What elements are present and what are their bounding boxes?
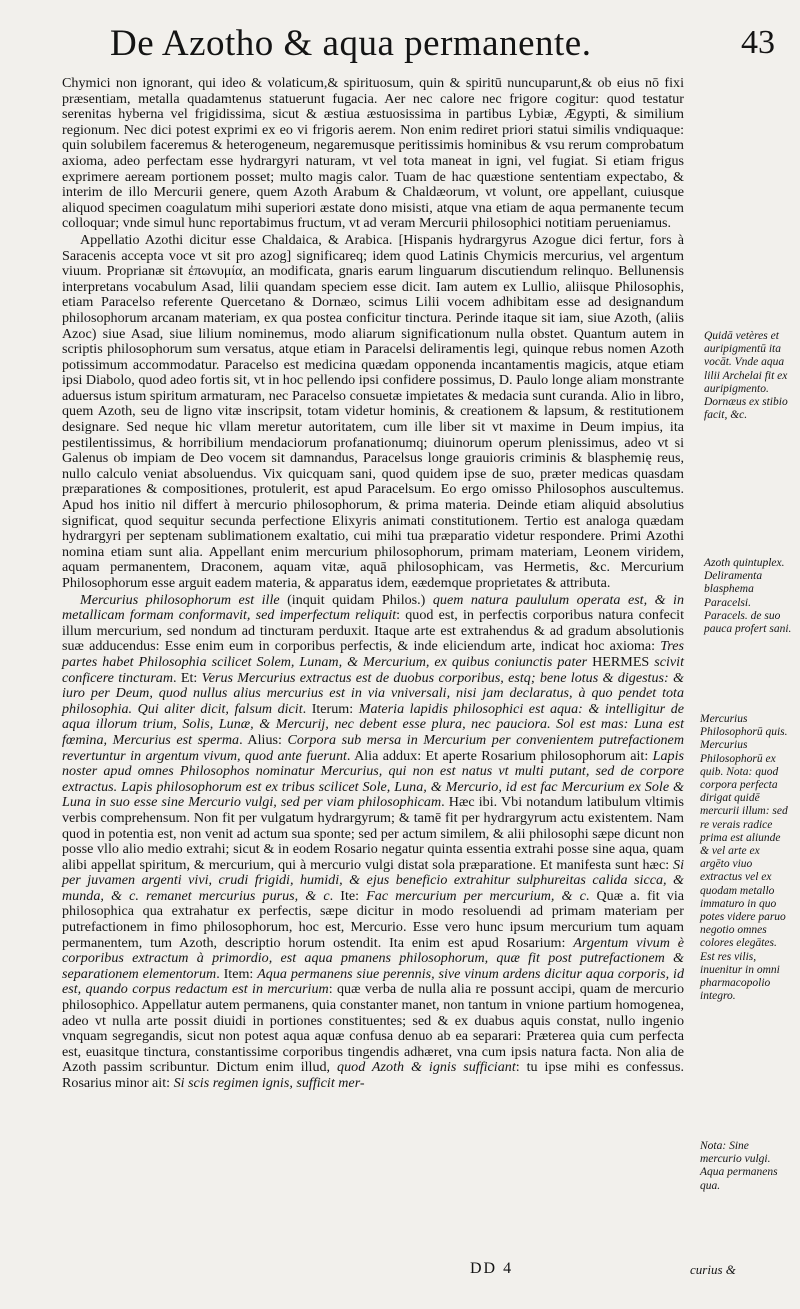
margin-note: Quidā vetères et auripigmentū ita vocāt. Vnde aqua lilii Archelai fit ex auripigmento. Dornæus ex stibio facit, &c. [704,330,788,422]
italic-run: quem natura paululum operata est, & in metallicam formam conformavit, sed imperfectum reliquit [62,591,684,624]
text-run: . Quæ a. fit via philosophica qua extrahatur ex perfectis, sæpe dicitur in modo resoluendi ad primam materiam per putrefactionem in fimo philosophorum, hoc est, Mercurio. Esse vero hunc ipsum mercurium tum aquam permanentem, tum Azoth, descriptio horum ostendit. Ita enim est apud Rosarium: [62,887,685,951]
text-run: : quæ verba de nulla alia re possunt accipi, quam de mercurio philosophico. Appellatur autem permanens, quia constanter manet, non tantum in vnione partium homogenea, adeo vt nulla arte possit diuidi in portiones constituentes; sed & ex duabus aquis constat, nullo ingenio vnquam segregandis, sicut non potest aqua aquæ confusa denuo ab ea separari: Præterea quia cum perfecta est, euasitque tinctura, constantissime corporibus tingendis adhæret, vna cum ipsis natura facta. Non alia de Azoth passim scribuntur. Dictum enim illud, [62,981,684,1076]
italic-run: quod Azoth & ignis sufficiant [337,1059,516,1076]
running-title: De Azotho & aqua permanente. [110,23,592,64]
italic-run: Materia lapidis philosophici est aqua: & intelligitur de aqua illorum trium, Solis, Lunæ, & Mercurij, nec debent esse plura, nec pauciora. Sol est mas: Luna est fœmina, Mercurius est sperma [62,700,684,748]
text-run: : tu ipse mihi es confessus. Rosarius minor ait: [62,1059,684,1091]
margin-note: Azoth quintuplex. Deliramenta blasphema Paracelsi. Paracels. de suo pauca profert sani. [704,557,792,636]
text-run: Appellatio Azothi dicitur esse Chaldaica, & Arabica. [Hispanis hydrargyrus Azogue dici fertur, fors à Saracenis accepta voce vt sit pro azog] significareq; idem quod Latinis Chymicis mercurius, vel argentum viuum. Proprianæ sit ἐπωνυμία, an modificata, gnaris earum linguarum discutiendum relinquo. Bellunensis interpretans vocabulum Asad, lilii quandam speciem esse dicit. Iam autem ex Lullio, aliisque Philosophis, etiam Paracelso referente Quercetano & Dornæo, scimus Lilii vocem adhibitam esse ad designandum philosophorum arcanam materiam, ex qua postea conficitur tinctura. Perinde itaque sit iam, siue Azoth, (aliis Azoc) siue Asad, siue lilium nominemus, modo aliarum significationum nulla obstet. Quantum autem in scriptis philosophorum sum versatus, atque etiam in Paracelsi deliramentis legi, quinque rebus nomen Azoth potissimum accommodatur. Paracelso est medicina quædam opponenda incantamentis magicis, atque etiam ipsi Diabolo, quod adeo fortis sit, vt in hoc pellendo ipsi confidere possimus, D. Paulo longe aliam monstrante aduersus istum spiritum armaturam, nec Paracelso consuetæ impietates & medacia sunt curanda. Alio in libro, quem Azoth, seu de ligno vitæ inscripsit, totam videtur hominis, & creationem & lapsum, & restitutionem designare. Sed neque hic vllam meretur autoritatem, cum ille liber sit vt maxime in Deum impius, ita pestilentissimus, & horribilium mendaciorum profanationumq; diuinorum operum plenissimus, adeo vt si Galenus ob impiam de Deo vocem sit damnandus, Paracelsus longe grauioris criminis & blasphemię reus, nullo calculo veniat absoluendus. Vix quicquam sani, quod quidem ipse de suo, præter medicas quasdam præparationes & compositiones, protulerit, est apud Paracelsum. Eo ergo omisso Philosophos auscultemus. Apud hos initio nil differt à mercurio philosophorum, & prima materia. Deinde etiam aliquid absolutius significat, quod sequitur secunda perfectione Elixyris animati constitutionem. Tertio est analoga quædam hydrargyri per septenam sublimationem exaltatio, cui mihi tua præparatio videtur respondere. Primi Azothi nomina etiam sunt alia. Appellant enim mercurium philosophorum, primam materiam, Leonem viridem, aquam permanentem, Draconem, aquam vitæ, aquā philosophicam, vas Hermetis, &c. Mercurium Philosophorum esse arguit eadem materia, & apparatus idem, eædemque proprietates & attributa. [62,231,684,591]
italic-run: scivit conficere tincturam [62,653,684,686]
italic-run: Mercurius philosophorum est ille [80,591,280,608]
italic-run: Aqua permanens siue perennis, sive vinum ardens dicitur aqua corporis, id est, quando corpus redactum est in mercurium [62,965,684,998]
italic-run: Tres partes habet Philosophia scilicet Solem, Lunam, & Mercurium, ex quibus coniunctis pater [62,638,684,670]
text-run: HERMES [587,653,655,670]
text-run: . Alius: [239,731,288,748]
paragraph [62,76,684,232]
italic-run: Si scis regimen ignis, sufficit mer- [173,1075,365,1091]
text-run: : quod est, in perfectis corporibus natura confecit illum mercurium, sed nondum ad tincturam perduxit. Itaque arte est extrahendus & ad gradum absolutionis suæ adducendus: Esse enim eum in corporibus perfectis, & inde eliciendum arte, indicat hoc axioma: [62,607,684,655]
text-run: . Iterum: [302,700,359,717]
text-run: . Item: [216,965,258,982]
margin-note: Nota: Sine mercurio vulgi. Aqua permanens qua. [700,1140,778,1192]
text-run: . Et: [173,669,202,686]
text-run: . Hæc ibi. Vbi notandum latibulum vltimis verbis comprehensum. Non fit per vulgatum hydrargyrum; & tamē fit per hydrargyrum actu existentem. Nam quod in potentia est, non venit ad actum sua sponte; sed per actum similem, & alii philosophi sæpe dicunt non posse vllo alio medio extrahi; sicut & in eodem Rosario negatur quinta essentia extrahi posse sine aqua, quam alibi appellat spiritum, & mercurium, qui à mercurio vulgi distat sola præparatione. Et manifesta sunt hæc: [62,794,684,873]
italic-run: Verus Mercurius extractus est de duobus corporibus, estq; bene lotus & digestus: & iuro per Deum, quod nullus alius mercurius est in via vniversali, nisi jam declaratus, à quo pendet tota philosophia. Qui aliter dicit, falsum dicit [62,669,684,717]
margin-note: Mercurius Philosophorū quis. Mercurius Philosophorū ex quib. Nota: quod corpora perfecta dirigat quidē mercurii illum: sed re verais radice prima est aliunde & vel arte ex argēto viuo extractus vel ex quodam metallo immaturo in quo potes videre paruo negotio omnes colores elegātes. Est res vilis, inuenitur in omni pharmacopolio integro. [700,713,788,1003]
paragraph [62,233,684,592]
text-run: . Alia addux: Et aperte Rosarium philosophorum ait: [346,747,653,764]
italic-run: Argentum vivum è corporibus extractum à primordio, est aqua pmanens philosophorum, quæ fit post putrefactionem & separationem elementorum [62,934,685,982]
text-run: . Ite: [329,887,367,904]
paragraph [62,593,684,1092]
page-header [110,22,775,72]
page-number: 43 [741,24,775,61]
text-run: (inquit quidam Philos.) [279,591,433,608]
text-run: Chymici non ignorant, qui ideo & volaticum,& spirituosum, quin & spiritū nuncuparunt,& ob eius nō fixi præsentiam, metalla quadamtenus statuerunt fugacia. Aer nec calore nec frigore cogitur: quod testatur serenitas hyberna vel frigidissima, sicut & æstiua æstuosissima in partibus Lybiæ, Ægypti, & similium regionum. Nec dici potest exprimi ex eo vi frigoris aerem. Non enim rediret priori statui similis vndiquaque: quin solubilem faceremus & heterogeneum, negaremusque peritissimis hominibus & vsu rerum comprobatum axioma, adeo perfectam esse hydrargyri naturam, vt vel tota maneat in igni, vel fugiat. Si etiam frigus exprimere aeream portionem posset; multo magis calor. Tuam de hac quæstione sententiam expectabo, & interim de illo Mercurii genere, quem Azoth Arabum & Chaldæorum, vt volunt, ore appellant, cuiusque aliquod specimen coagulatum mihi superiori æstate dono misisti, atque vna etiam de aqua permanente tecum colloquar; vnde simul hunc reportabimus fructum, vt ad veram Mercurii philosophici notitiam perueniamus. [62,75,684,232]
signature-mark: DD 4 [470,1260,514,1277]
main-text [62,76,684,1092]
italic-run: Corpora sub mersa in Mercurium per convenientem putrefactionem revertuntur in argentum vivum, quod ante fuerunt [62,731,684,764]
italic-run: Fac mercurium per mercurium, & c [366,887,586,904]
catchword: curius & [690,1262,736,1277]
italic-run: Lapis noster apud omnes Philosophos nominatur Mercurius, qui non est natus vt multi putant, sed de corpore extractus. Lapis philosophorum est ex tribus scilicet Sole, Luna, & Mercurio, id est fac Mercurium ex Sole & Luna in suo esse sine Mercurio vulgi, sed per viam philosophicam [62,747,684,811]
italic-run: Si per juvamen argenti vivi, crudi frigidi, humidi, & ejus beneficio extrahitur sulphureitas calida sicca, & munda, & c. remanet mercurius purus, & c [62,856,684,904]
